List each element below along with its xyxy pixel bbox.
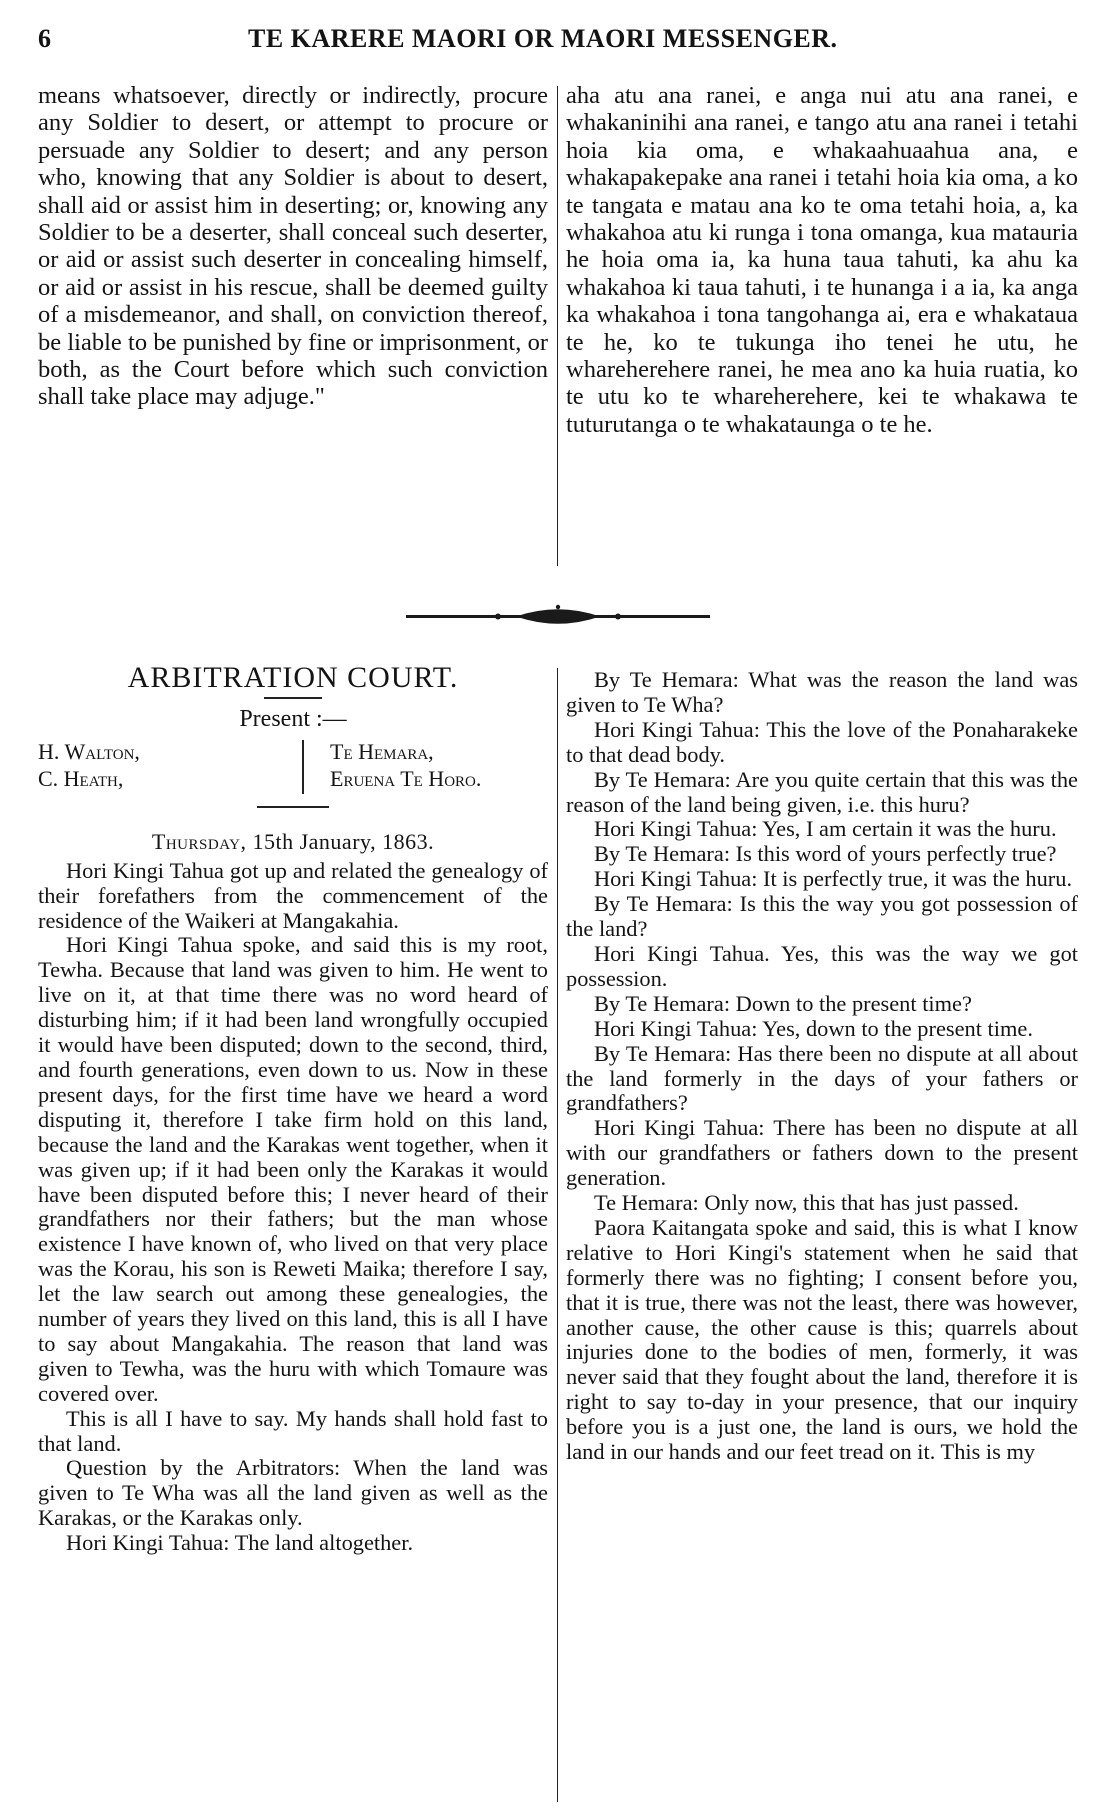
- session-day: Thursday: [151, 828, 241, 854]
- running-title: TE KARERE MAORI OR MAORI MESSENGER.: [248, 24, 838, 53]
- paragraph: Hori Kingi Tahua got up and related the genealogy of their forefathers from the commencement of the residence of the Waikeri at Mangakahia.: [38, 857, 548, 933]
- arbitrators-left: [38, 738, 140, 792]
- session-date-rest: , 15th January, 1863.: [240, 828, 435, 854]
- paragraph: Question by the Arbitrators: When the land was given to Te Wha was all the land given as well as the Karakas, or the Karakas only.: [38, 1455, 548, 1531]
- top-right-column: [566, 82, 1078, 438]
- paragraph: Hori Kingi Tahua: It is perfectly true, it was the huru.: [594, 866, 1073, 892]
- section-title: ARBITRATION COURT.: [127, 661, 459, 694]
- arbitrator-name: H. Walton,: [38, 738, 140, 764]
- paragraph: Hori Kingi Tahua spoke, and said this is my root, Tewha. Because that land was given to him. He went to live on it, at that time there was no word heard of disturbing him; if it had been land wrongfully occupied it would have been disputed; down to the second, third, and fourth generations, even down to us. Now in these present days, for the first time have we heard a word disputing it, therefore I take firm hold on this land, because the land and the Karakas went together, when it was given up; if it had been only the Karakas it would have been disputed before this; I never heard of their grandfathers nor their fathers; but the man whose existence I have known of, who lived on that very place was the Korau, his son is Reweti Maika; therefore I say, let the law search out among these genealogies, the number of years they lived on this land, this is all I have to say about Mangakahia. The reason that land was given to Tewha, was the huru with which Tomaure was covered over.: [38, 932, 548, 1406]
- paragraph: Hori Kingi Tahua: Yes, I am certain it was the huru.: [594, 816, 1057, 842]
- paragraph: By Te Hemara: Is this the way you got possession of the land?: [566, 891, 1078, 942]
- paragraph: By Te Hemara: Is this word of yours perfectly true?: [594, 841, 1057, 867]
- top-right-text: aha atu ana ranei, e anga nui atu ana ranei, e whakaninihi ana ranei, e tango atu ana ranei i tetahi hoia kia oma, e whakaahuaahua ana, e whakapakepake ana ranei i tetahi hoia kia oma, a ko te tangata e matau ana ko te oma tetahi hoia, a, ka whakahoa atu ki runga i tona omanga, kua matauria he hoia oma ia, ka huna taua tahuti, ka ahu ka whakahoa ki taua tahuti, i te hunanga i a ia, ka anga ka whakahoa i tona tangohanga ai, era e whakataua te he, ko te tukunga iho tenei he utu, he whareherehere ranei, he mea ano ka huia ruatia, ko te utu ko te whareherehere, kei te whakawa te tuturutanga o te whakataunga o te he.: [566, 82, 1078, 438]
- paragraph: Hori Kingi Tahua: There has been no dispute at all with our grandfathers or fathers down to the present generation.: [566, 1115, 1078, 1191]
- paragraph: Hori Kingi Tahua. Yes, this was the way we got possession.: [566, 940, 1078, 991]
- paragraph: Hori Kingi Tahua: This the love of the Ponaharakeke to that dead body.: [566, 716, 1078, 767]
- arbitrator-name: C. Heath,: [38, 765, 124, 791]
- arbitrators-right: [330, 738, 481, 792]
- top-left-text: means whatsoever, directly or indirectly, procure any Soldier to desert, or attempt to procure or persuade any Soldier to desert; and any person who, knowing that any Soldier is about to desert, shall aid or assist him in deserting; or, knowing any Soldier to be a deserter, shall conceal such deserter, or aid or assist such deserter in concealing himself, or aid or assist in his rescue, shall be deemed guilty of a misdemeanor, and shall, on conviction thereof, be liable to be punished by fine or imprisonment, or both, as the Court before which such conviction shall take place may adjuge.": [38, 82, 548, 411]
- paragraph: By Te Hemara: Down to the present time?: [594, 990, 972, 1016]
- date-rule: [257, 806, 329, 808]
- paragraph: Te Hemara: Only now, this that has just passed.: [594, 1190, 1019, 1216]
- paragraph: Hori Kingi Tahua: The land altogether.: [66, 1530, 414, 1556]
- paragraph: This is all I have to say. My hands shall hold fast to that land.: [38, 1405, 548, 1456]
- arbitrator-name: Eruena Te Horo.: [330, 765, 482, 791]
- arbitrators: [38, 738, 548, 798]
- page-header: [38, 24, 1078, 64]
- top-left-column: [38, 82, 548, 411]
- paragraph: Hori Kingi Tahua: Yes, down to the present time.: [594, 1015, 1033, 1041]
- bottom-column-divider: [557, 668, 558, 1802]
- paragraph: By Te Hemara: Are you quite certain that this was the reason of the land being given, i.e. this huru?: [566, 766, 1078, 817]
- paragraph: Paora Kaitangata spoke and said, this is what I know relative to Hori Kingi's statement when he said that formerly there was no fighting; I consent before you, that it is true, there was not the least, there was however, another cause, the other cause is this; quarrels about injuries done to the bodies of men, formerly, it was never said that they fought about the land, therefore it is right to say to-day in your presence, that our inquiry before you is a just one, the land is ours, we hold the land in our hands and our feet tread on it. This is my: [566, 1214, 1078, 1465]
- title-rule: [264, 697, 322, 699]
- bottom-right-column: [566, 668, 1078, 1465]
- paragraph: By Te Hemara: What was the reason the land was given to Te Wha?: [566, 667, 1078, 717]
- arbitrator-name: Te Hemara,: [330, 738, 434, 764]
- paragraph: By Te Hemara: Has there been no dispute at all about the land formerly in the days of your fathers or grandfathers?: [566, 1040, 1078, 1116]
- present-label: Present :—: [239, 705, 347, 732]
- session-date: [38, 830, 548, 855]
- page-number: 6: [38, 24, 51, 53]
- arbitrators-brace: [302, 740, 304, 794]
- bottom-left-column: [38, 661, 548, 1556]
- ornamental-divider: [406, 604, 710, 630]
- top-column-divider: [557, 86, 558, 566]
